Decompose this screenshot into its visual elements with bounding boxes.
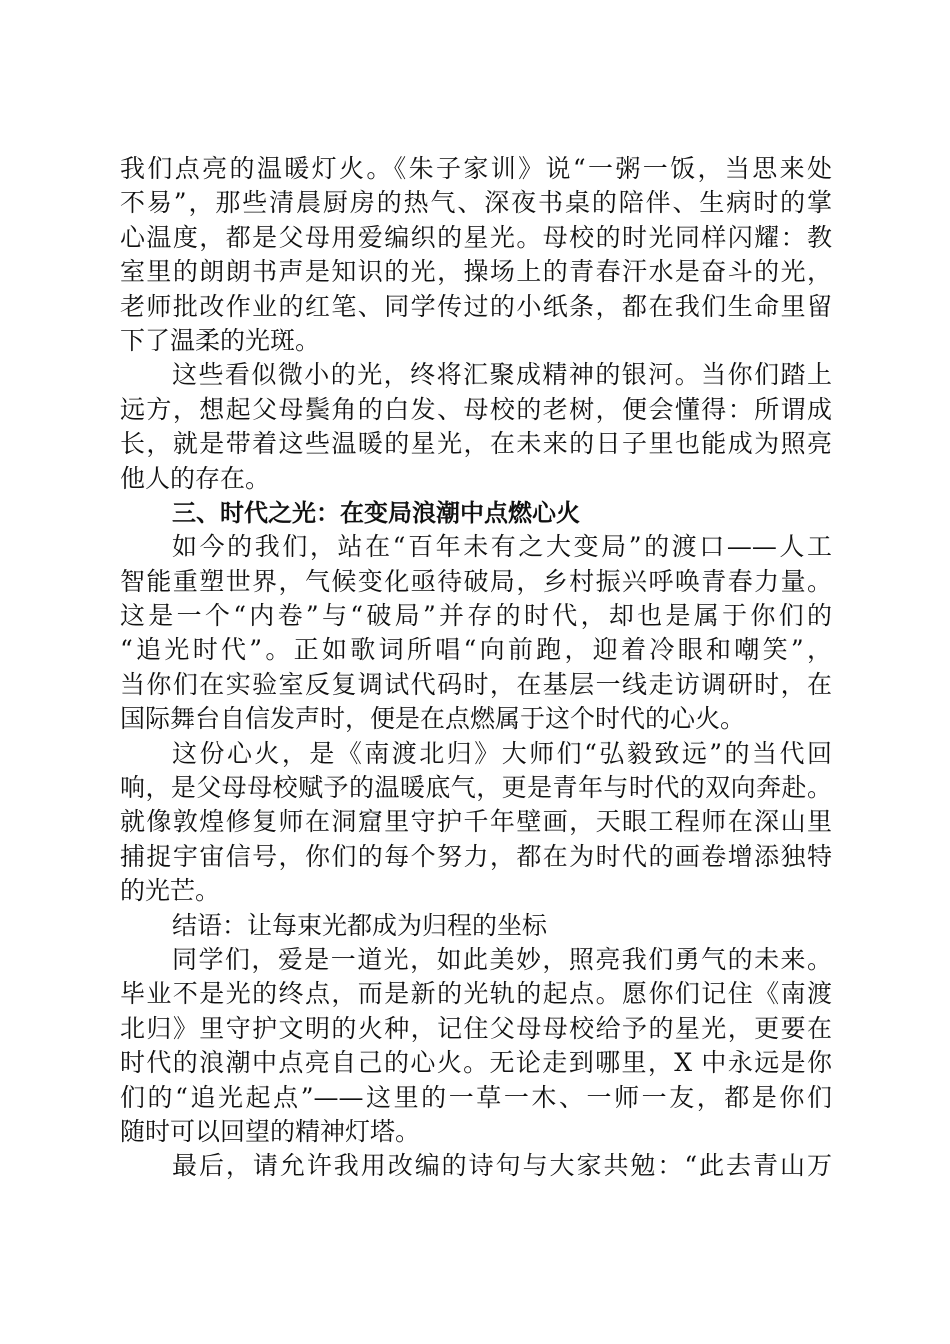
text-line: 他人的存在。	[120, 463, 271, 493]
text-line: 随时可以回望的精神灯塔。	[120, 1116, 421, 1146]
text-line: 结语：让每束光都成为归程的坐标	[172, 910, 548, 940]
text-line: 室里的朗朗书声是知识的光，操场上的青春汗水是奋斗的光，	[120, 257, 832, 287]
text-line: “追光时代”。正如歌词所唱“向前跑，迎着冷眼和嘲笑”，	[120, 635, 832, 665]
text-line: 时代的浪潮中点亮自己的心火。无论走到哪里，X 中永远是你	[120, 1048, 832, 1078]
text-line: 捕捉宇宙信号，你们的每个努力，都在为时代的画卷增添独特	[120, 841, 832, 871]
text-line: 当你们在实验室反复调试代码时，在基层一线走访调研时，在	[120, 669, 832, 699]
text-line: 最后，请允许我用改编的诗句与大家共勉：“此去青山万	[172, 1151, 832, 1181]
text-line: 毕业不是光的终点，而是新的光轨的起点。愿你们记住《南渡	[120, 979, 832, 1009]
text-line: 下了温柔的光斑。	[120, 325, 321, 355]
text-line: 我们点亮的温暖灯火。《朱子家训》说“一粥一饭，当思来处	[120, 154, 832, 183]
text-line: 老师批改作业的红笔、同学传过的小纸条，都在我们生命里留	[120, 291, 832, 321]
document-body	[120, 152, 832, 1184]
text-line: 的光芒。	[120, 876, 221, 906]
text-line: 如今的我们，站在“百年未有之大变局”的渡口——人工	[172, 532, 832, 562]
text-line: 这些看似微小的光，终将汇聚成精神的银河。当你们踏上	[172, 360, 832, 390]
text-line: 心温度，都是父母用爱编织的星光。母校的时光同样闪耀：教	[120, 222, 832, 252]
text-line: 同学们，爱是一道光，如此美妙，照亮我们勇气的未来。	[172, 944, 832, 974]
text-line: 就像敦煌修复师在洞窟里守护千年壁画，天眼工程师在深山里	[120, 807, 832, 837]
text-line: 们的“追光起点”——这里的一草一木、一师一友，都是你们	[120, 1082, 832, 1112]
text-line: 响，是父母母校赋予的温暖底气，更是青年与时代的双向奔赴。	[120, 773, 832, 803]
text-line: 远方，想起父母鬓角的白发、母校的老树，便会懂得：所谓成	[120, 394, 832, 424]
text-line: 这份心火，是《南渡北归》大师们“弘毅致远”的当代回	[172, 738, 832, 768]
text-line: 国际舞台自信发声时，便是在点燃属于这个时代的心火。	[120, 704, 746, 734]
text-line: 长，就是带着这些温暖的星光，在未来的日子里也能成为照亮	[120, 429, 832, 459]
text-line: 北归》里守护文明的火种，记住父母母校给予的星光，更要在	[120, 1013, 832, 1043]
section-heading: 三、时代之光：在变局浪潮中点燃心火	[172, 498, 580, 527]
text-line: 这是一个“内卷”与“破局”并存的时代，却也是属于你们的	[120, 601, 832, 631]
text-line: 不易”，那些清晨厨房的热气、深夜书桌的陪伴、生病时的掌	[120, 188, 832, 218]
text-line: 智能重塑世界，气候变化亟待破局，乡村振兴呼唤青春力量。	[120, 566, 832, 596]
